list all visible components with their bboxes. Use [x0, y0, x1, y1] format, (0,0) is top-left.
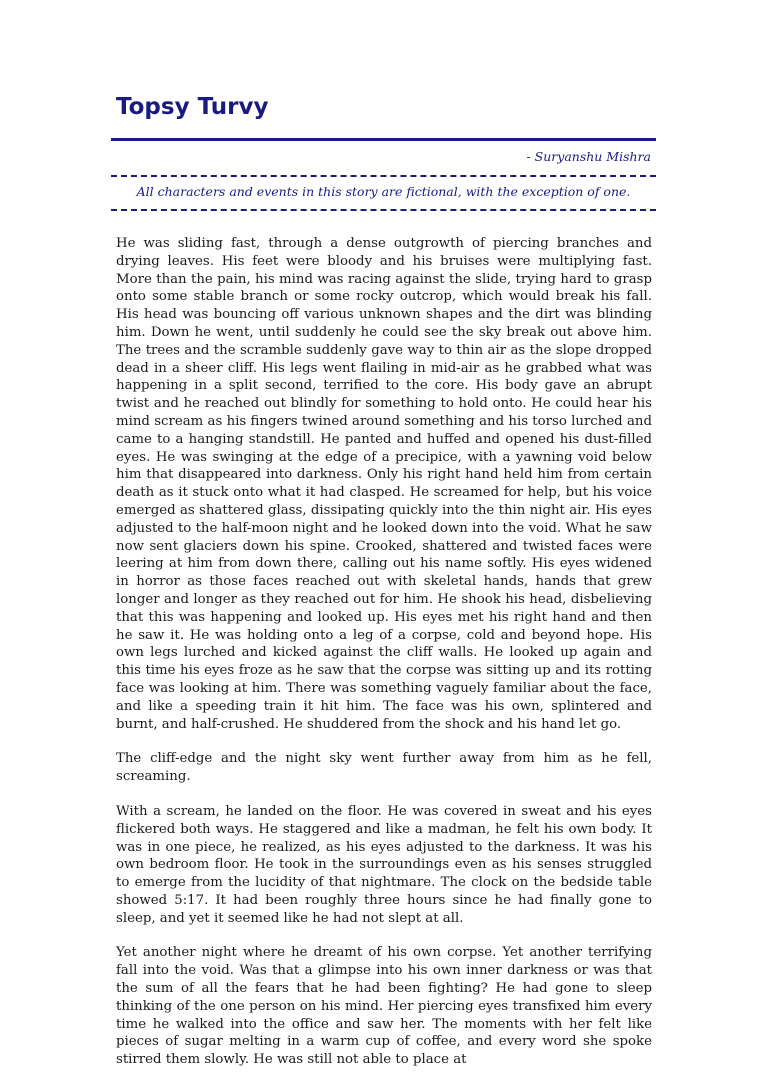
- author-byline: - Suryanshu Mishra: [526, 149, 651, 164]
- disclaimer-text: All characters and events in this story are fictional, with the exception of one.: [136, 184, 631, 199]
- paragraph: The cliff-edge and the night sky went further away from him as he fell, screaming.: [116, 751, 652, 785]
- paragraph: He was sliding fast, through a dense outgrowth of piercing branches and drying leaves. His feet were bloody and his bruises were multiplying fast. More than the pain, his mind was racing against the slide, trying hard to grasp onto some stable branch or some rocky outcrop, which would break his fall. His head was bouncing off various unknown shapes and the dirt was blinding him. Down he went, until suddenly he could see the sky break out above him. The trees and the scramble suddenly gave way to thin air as the slope dropped dead in a sheer cliff. His legs went flailing in mid-air as he grabbed what was happening in a split second, terrified to the core. His body gave an abrupt twist and he reached out blindly for something to hold onto. He could hear his mind scream as his fingers twined around something and his torso lurched and came to a hanging standstill. He panted and huffed and opened his dust-filled eyes. He was swinging at the edge of a precipice, with a yawning void below him that disappeared into darkness. Only his right hand held him from certain death as it stuck onto what it had clasped. He screamed for help, but his voice emerged as shattered glass, dissipating quickly into the thin night air. His eyes adjusted to the half-moon night and he looked down into the void. What he saw now sent glaciers down his spine. Crooked, shattered and twisted faces were leering at him from down there, calling out his name softly. His eyes widened in horror as those faces reached out with skeletal hands, hands that grew longer and longer as they reached out for him. He shook his head, disbelieving that this was happening and looked up. His eyes met his right hand and then he saw it. He was holding onto a leg of a corpse, cold and beyond hope. His own legs lurched and kicked against the cliff walls. He looked up again and this time his eyes froze as he saw that the corpse was sitting up and its rotting face was looking at him. There was something vaguely familiar about the face, and like a speeding train it hit him. The face was his own, splintered and burnt, and half-crushed. He shuddered from the shock and his hand let go.: [116, 236, 652, 732]
- dashed-divider-bottom: [111, 209, 656, 211]
- story-body: [116, 235, 652, 1086]
- title-divider: [111, 138, 656, 141]
- paragraph: With a scream, he landed on the floor. He was covered in sweat and his eyes flickered both ways. He staggered and like a madman, he felt his own body. It was in one piece, he realized, as his eyes adjusted to the darkness. It was his own bedroom floor. He took in the surroundings even as his senses struggled to emerge from the lucidity of that nightmare. The clock on the bedside table showed 5:17. It had been roughly three hours since he had finally gone to sleep, and yet it seemed like he had not slept at all.: [116, 803, 652, 926]
- story-title: Topsy Turvy: [116, 94, 269, 120]
- dashed-divider-top: [111, 175, 656, 177]
- paragraph: Yet another night where he dreamt of his own corpse. Yet another terrifying fall into the void. Was that a glimpse into his own inner darkness or was that the sum of all the fears that he had been fighting? He had gone to sleep thinking of the one person on his mind. Her piercing eyes transfixed him every time he walked into the office and saw her. The moments with her felt like pieces of sugar melting in a warm cup of coffee, and every word she spoke stirred them slowly. He was still not able to place at: [116, 945, 652, 1068]
